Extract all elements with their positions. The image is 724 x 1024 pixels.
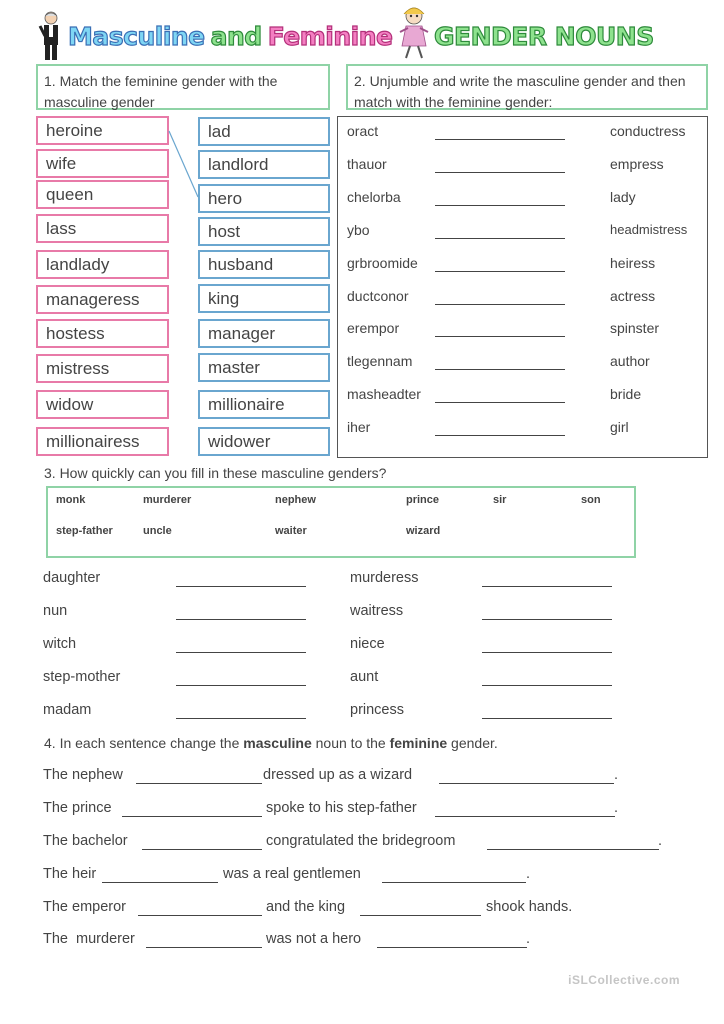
- feminine-word: daughter: [43, 570, 101, 586]
- masculine-word[interactable]: master: [198, 353, 330, 382]
- sentence-period: .: [526, 931, 531, 947]
- sentence-5-part-c: shook hands.: [486, 899, 573, 915]
- instruction-text: gender.: [447, 735, 498, 751]
- feminine-option: girl: [610, 419, 629, 435]
- feminine-word: madam: [43, 702, 92, 718]
- answer-blank[interactable]: [435, 816, 615, 817]
- answer-blank[interactable]: [435, 139, 565, 140]
- word-bank-item: son: [581, 494, 601, 506]
- jumbled-word: erempor: [347, 320, 400, 336]
- answer-blank[interactable]: [382, 882, 526, 883]
- feminine-word: waitress: [350, 603, 404, 619]
- feminine-option: lady: [610, 189, 636, 205]
- jumbled-word: oract: [347, 123, 379, 139]
- word-bank-item: waiter: [275, 525, 307, 537]
- sentence-period: .: [658, 833, 663, 849]
- word-bank-item: murderer: [143, 494, 192, 506]
- feminine-word[interactable]: wife: [36, 149, 169, 178]
- jumbled-word: tlegennam: [347, 353, 413, 369]
- feminine-word: witch: [43, 636, 77, 652]
- answer-blank[interactable]: [435, 402, 565, 403]
- answer-blank[interactable]: [435, 435, 565, 436]
- feminine-word: step-mother: [43, 669, 121, 685]
- feminine-option: headmistress: [610, 222, 688, 237]
- answer-blank[interactable]: [176, 718, 306, 719]
- answer-blank[interactable]: [146, 947, 262, 948]
- feminine-word[interactable]: manageress: [36, 285, 169, 314]
- feminine-option: author: [610, 353, 650, 369]
- answer-blank[interactable]: [439, 783, 614, 784]
- word-bank-item: prince: [406, 494, 440, 506]
- answer-blank[interactable]: [482, 652, 612, 653]
- feminine-word: niece: [350, 636, 385, 652]
- sentence-period: .: [614, 800, 619, 816]
- feminine-word: aunt: [350, 669, 379, 685]
- feminine-word[interactable]: landlady: [36, 250, 169, 279]
- feminine-option: heiress: [610, 255, 656, 271]
- masculine-word[interactable]: manager: [198, 319, 330, 348]
- answer-blank[interactable]: [435, 271, 565, 272]
- exercise4-instruction: [44, 735, 498, 751]
- instruction-text: noun to the: [311, 735, 390, 751]
- answer-blank[interactable]: [482, 586, 612, 587]
- instruction-text: 4. In each sentence change the: [44, 735, 244, 751]
- answer-blank[interactable]: [435, 336, 565, 337]
- feminine-option: actress: [610, 288, 656, 304]
- masculine-word[interactable]: widower: [198, 427, 330, 456]
- answer-blank[interactable]: [377, 947, 527, 948]
- title-feminine: Feminine: [267, 21, 393, 51]
- instruction-bold-feminine: feminine: [389, 735, 448, 751]
- feminine-option: spinster: [610, 320, 660, 336]
- sentence-2-part-b: spoke to his step-father: [266, 800, 417, 816]
- word-bank-item: uncle: [143, 525, 172, 537]
- feminine-word: princess: [350, 702, 404, 718]
- sentence-4-part-a: The heir: [43, 866, 97, 882]
- jumbled-word: iher: [347, 419, 371, 435]
- answer-blank[interactable]: [176, 652, 306, 653]
- masculine-word[interactable]: husband: [198, 250, 330, 279]
- answer-blank[interactable]: [360, 915, 481, 916]
- answer-blank[interactable]: [102, 882, 218, 883]
- answer-blank[interactable]: [435, 369, 565, 370]
- sentence-1-part-b: dressed up as a wizard: [263, 767, 413, 783]
- sentence-period: .: [526, 866, 531, 882]
- masculine-word[interactable]: host: [198, 217, 330, 246]
- word-bank: [46, 486, 636, 558]
- word-bank-item: wizard: [406, 525, 441, 537]
- exercise2-instruction: 2. Unjumble and write the masculine gender and then match with the feminine gender:: [346, 64, 708, 110]
- sentence-6-part-a: The murderer: [43, 931, 135, 947]
- answer-blank[interactable]: [435, 172, 565, 173]
- answer-blank[interactable]: [482, 685, 612, 686]
- jumbled-word: ybo: [347, 222, 370, 238]
- feminine-word[interactable]: lass: [36, 214, 169, 243]
- feminine-word[interactable]: heroine: [36, 116, 169, 145]
- feminine-word: murderess: [350, 570, 419, 586]
- watermark: iSLCollective.com: [568, 973, 680, 987]
- exercise1-instruction: 1. Match the feminine gender with the masculine gender: [36, 64, 330, 110]
- jumbled-word: masheadter: [347, 386, 421, 402]
- jumbled-word: chelorba: [347, 189, 401, 205]
- sentence-1-part-a: The nephew: [43, 767, 123, 783]
- title-and: and: [210, 21, 262, 51]
- answer-blank[interactable]: [176, 619, 306, 620]
- answer-blank[interactable]: [482, 718, 612, 719]
- masculine-word[interactable]: millionaire: [198, 390, 330, 419]
- sentence-period: .: [614, 767, 619, 783]
- answer-blank[interactable]: [487, 849, 659, 850]
- jumbled-word: ductconor: [347, 288, 409, 304]
- feminine-word[interactable]: mistress: [36, 354, 169, 383]
- answer-blank[interactable]: [136, 783, 262, 784]
- page-title: [68, 14, 398, 58]
- masculine-word[interactable]: hero: [198, 184, 330, 213]
- instruction-bold-masculine: masculine: [243, 735, 312, 751]
- groom-illustration: [36, 10, 66, 62]
- feminine-option: conductress: [610, 123, 686, 139]
- answer-blank[interactable]: [482, 619, 612, 620]
- answer-blank[interactable]: [435, 304, 565, 305]
- title-masculine: Masculine: [68, 21, 205, 51]
- answer-blank[interactable]: [176, 586, 306, 587]
- answer-blank[interactable]: [435, 205, 565, 206]
- sentence-5-part-a: The emperor: [43, 899, 127, 915]
- sentence-3-part-b: congratulated the bridegroom: [266, 833, 456, 849]
- answer-blank[interactable]: [122, 816, 262, 817]
- feminine-word: nun: [43, 603, 68, 619]
- exercise3-instruction: 3. How quickly can you fill in these masculine genders?: [44, 465, 387, 481]
- word-bank-item: sir: [493, 494, 507, 506]
- feminine-option: bride: [610, 386, 642, 402]
- feminine-word[interactable]: widow: [36, 390, 169, 419]
- word-bank-item: monk: [56, 494, 86, 506]
- jumbled-word: grbroomide: [347, 255, 418, 271]
- feminine-word[interactable]: hostess: [36, 319, 169, 348]
- title-gender-nouns: GENDER NOUNS: [434, 21, 654, 51]
- answer-blank[interactable]: [142, 849, 262, 850]
- jumbled-word: thauor: [347, 156, 387, 172]
- masculine-word[interactable]: king: [198, 284, 330, 313]
- sentence-4-part-b: was a real gentlemen: [223, 866, 361, 882]
- feminine-word[interactable]: queen: [36, 180, 169, 209]
- feminine-option: empress: [610, 156, 664, 172]
- answer-blank[interactable]: [435, 238, 565, 239]
- bride-illustration: [396, 4, 432, 60]
- masculine-word[interactable]: lad: [198, 117, 330, 146]
- sentence-5-part-b: and the king: [266, 899, 346, 915]
- page-title-gender-nouns: [434, 14, 660, 58]
- answer-blank[interactable]: [138, 915, 262, 916]
- masculine-word[interactable]: landlord: [198, 150, 330, 179]
- word-bank-item: nephew: [275, 494, 316, 506]
- sentence-3-part-a: The bachelor: [43, 833, 128, 849]
- feminine-word[interactable]: millionairess: [36, 427, 169, 456]
- sentence-2-part-a: The prince: [43, 800, 112, 816]
- sentence-6-part-b: was not a hero: [266, 931, 362, 947]
- word-bank-item: step-father: [56, 525, 113, 537]
- answer-blank[interactable]: [176, 685, 306, 686]
